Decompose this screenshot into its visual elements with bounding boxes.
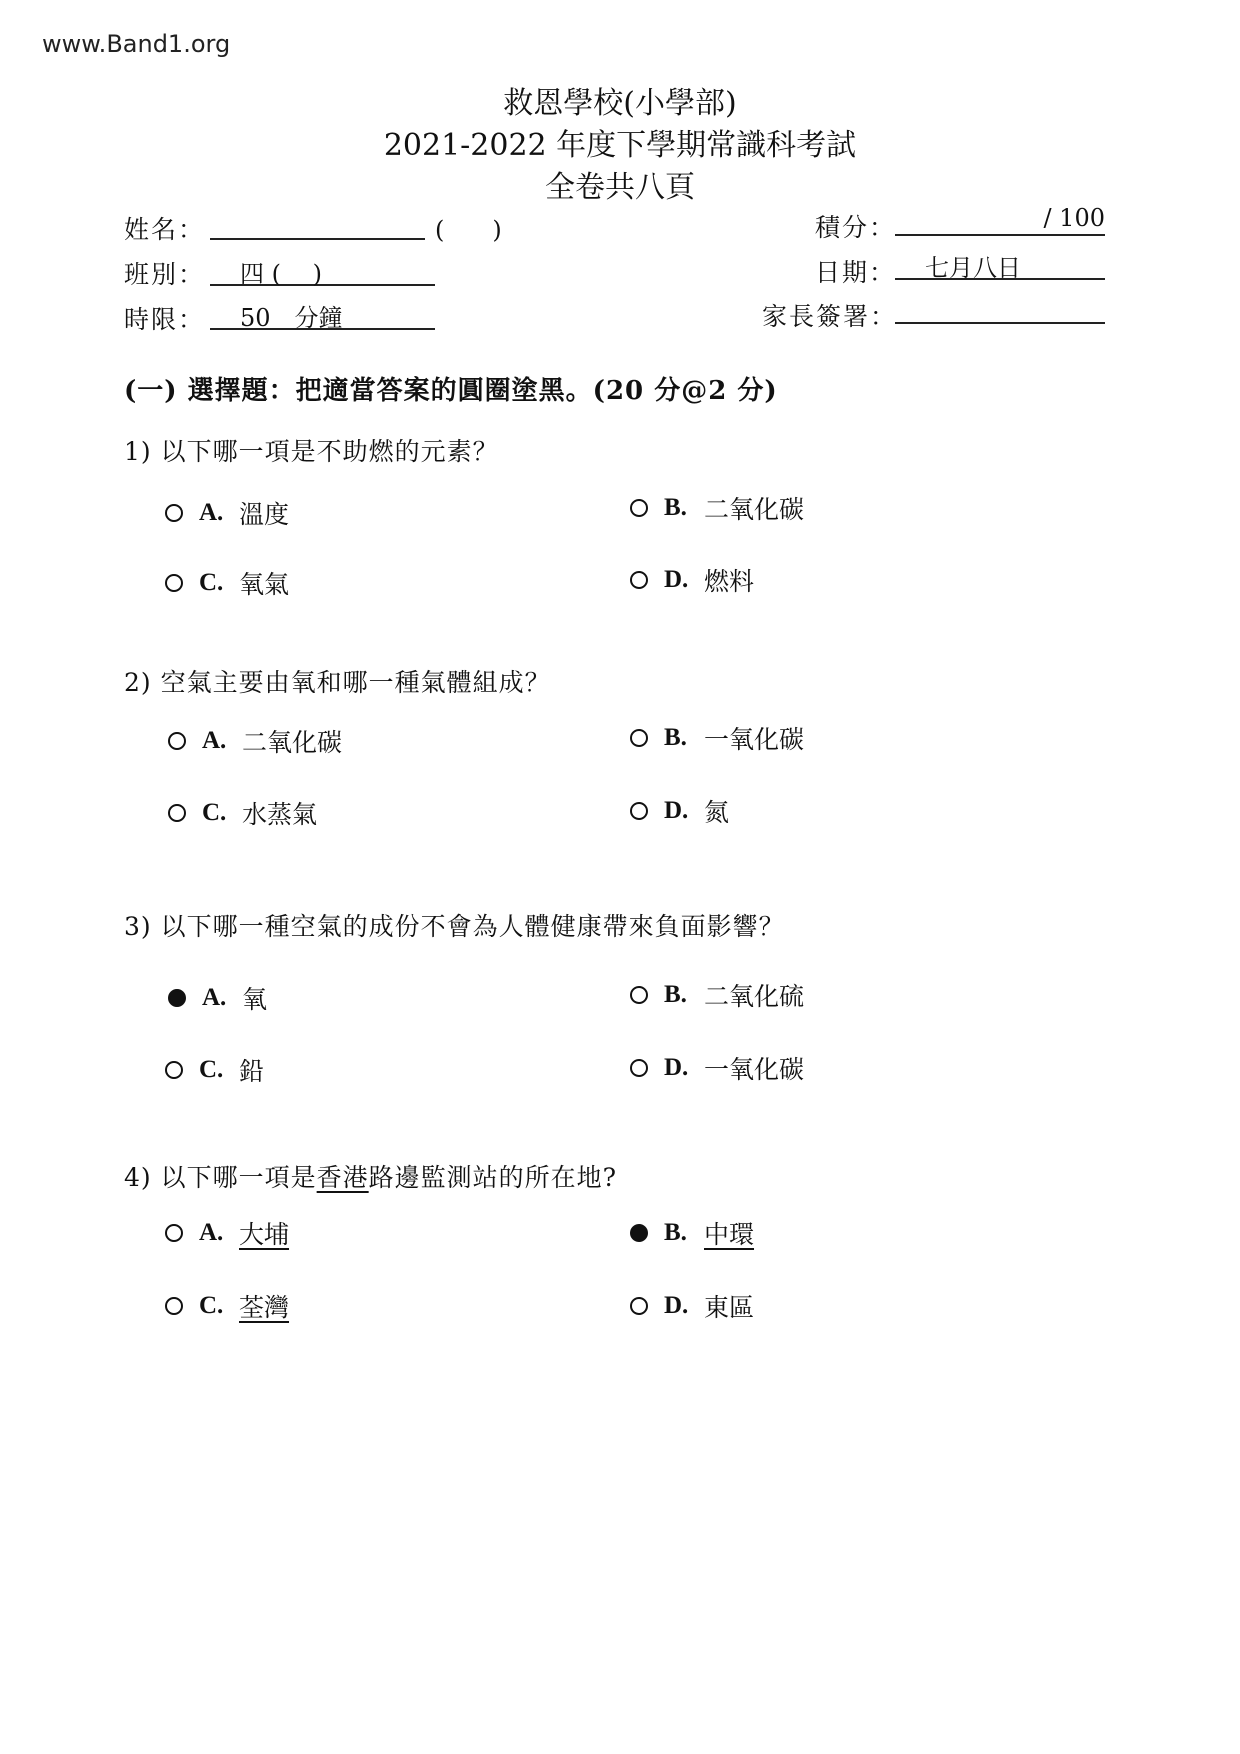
- score-total: / 100: [1043, 204, 1105, 232]
- q4-option-a[interactable]: A. 大埔: [165, 1215, 289, 1251]
- q2-option-b[interactable]: B. 一氧化碳: [630, 720, 804, 756]
- radio-bubble[interactable]: [630, 802, 648, 820]
- radio-bubble[interactable]: [630, 499, 648, 517]
- section-heading: (一) 選擇題：把適當答案的圓圈塗黑。(20 分@2 分): [124, 376, 778, 406]
- class-value: 四 ( ): [240, 260, 322, 288]
- radio-bubble[interactable]: [165, 574, 183, 592]
- radio-bubble[interactable]: [165, 1061, 183, 1079]
- date-field: [895, 248, 1105, 280]
- radio-bubble[interactable]: [168, 732, 186, 750]
- page-count: 全卷共八頁: [545, 170, 695, 205]
- name-label: 姓名：: [124, 215, 206, 244]
- time-value: 50 分鐘: [240, 304, 343, 332]
- radio-bubble[interactable]: [630, 986, 648, 1004]
- class-field[interactable]: [210, 254, 435, 286]
- score-label: 積分：: [815, 213, 897, 242]
- radio-bubble[interactable]: [165, 504, 183, 522]
- school-title: 救恩學校(小學部): [503, 86, 737, 121]
- q3-option-b[interactable]: B. 二氧化硫: [630, 977, 804, 1013]
- q2-option-c[interactable]: C. 水蒸氣: [168, 795, 317, 831]
- q1-option-c[interactable]: C. 氧氣: [165, 565, 289, 601]
- parent-sign-label: 家長簽署：: [762, 302, 898, 331]
- q2-option-d[interactable]: D. 氮: [630, 793, 729, 829]
- class-label: 班別：: [124, 260, 206, 289]
- radio-bubble[interactable]: [630, 1297, 648, 1315]
- q1-option-b[interactable]: B. 二氧化碳: [630, 490, 804, 526]
- question-2: 2) 空氣主要由氧和哪一種氣體組成？: [124, 668, 551, 697]
- watermark: www.Band1.org: [42, 30, 231, 58]
- q3-option-a[interactable]: A. 氧: [168, 980, 267, 1016]
- q4-option-b[interactable]: B. 中環: [630, 1215, 754, 1251]
- question-1: 1) 以下哪一項是不助燃的元素？: [124, 437, 499, 466]
- radio-bubble-filled[interactable]: [168, 989, 186, 1007]
- q4-option-d[interactable]: D. 東區: [630, 1288, 754, 1324]
- question-3: 3) 以下哪一種空氣的成份不會為人體健康帶來負面影響？: [124, 912, 785, 941]
- q3-option-c[interactable]: C. 鉛: [165, 1052, 264, 1088]
- time-label: 時限：: [124, 305, 206, 334]
- q2-option-a[interactable]: A. 二氧化碳: [168, 723, 342, 759]
- question-4: 4) 以下哪一項是香港路邊監測站的所在地?: [124, 1163, 618, 1192]
- parent-sign-field[interactable]: [895, 292, 1105, 324]
- radio-bubble[interactable]: [165, 1297, 183, 1315]
- date-label: 日期：: [815, 258, 897, 287]
- radio-bubble[interactable]: [630, 729, 648, 747]
- radio-bubble[interactable]: [165, 1224, 183, 1242]
- q1-option-d[interactable]: D. 燃料: [630, 562, 754, 598]
- exam-title: 2021-2022 年度下學期常識科考試: [383, 128, 857, 163]
- q3-option-d[interactable]: D. 一氧化碳: [630, 1050, 804, 1086]
- time-field: [210, 298, 435, 330]
- radio-bubble[interactable]: [168, 804, 186, 822]
- score-field[interactable]: [895, 204, 1105, 236]
- radio-bubble[interactable]: [630, 571, 648, 589]
- radio-bubble[interactable]: [630, 1059, 648, 1077]
- class-number-paren: ( ): [435, 216, 502, 244]
- q1-option-a[interactable]: A. 溫度: [165, 495, 289, 531]
- name-field[interactable]: [210, 208, 425, 240]
- radio-bubble-filled[interactable]: [630, 1224, 648, 1242]
- date-value: 七月八日: [925, 254, 1021, 282]
- q4-option-c[interactable]: C. 荃灣: [165, 1288, 289, 1324]
